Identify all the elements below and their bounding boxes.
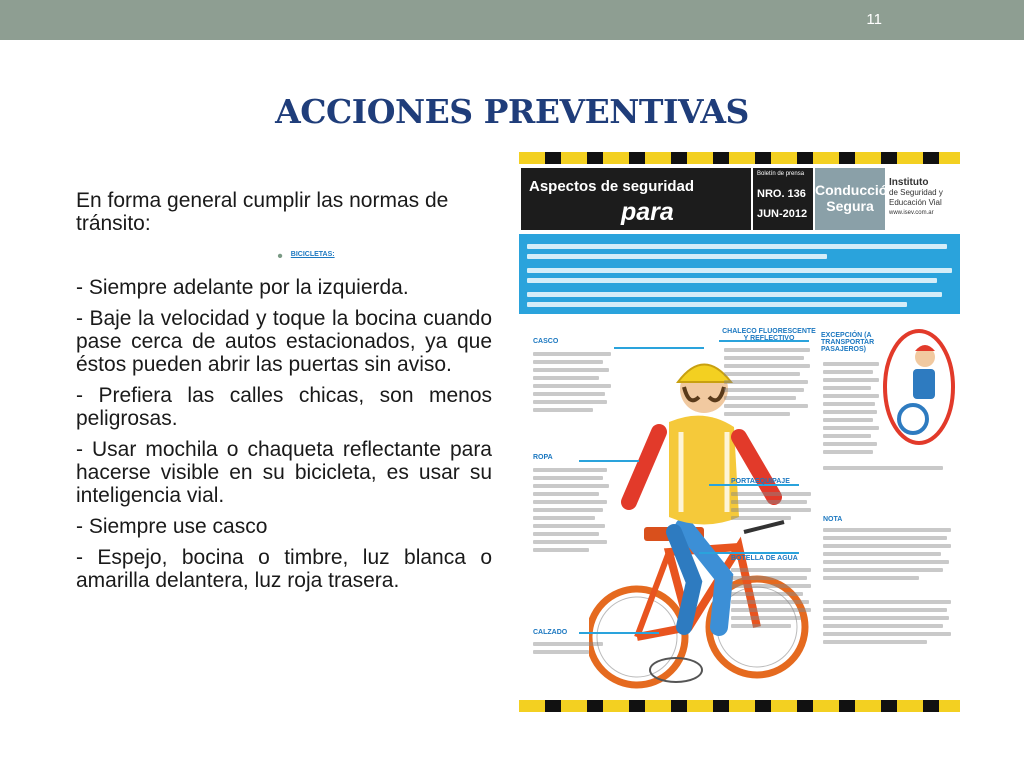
text-line	[533, 376, 599, 380]
label-casco: CASCO	[533, 338, 559, 345]
text-line	[533, 540, 607, 544]
text-line	[823, 434, 871, 438]
text-line	[533, 650, 589, 654]
text-line	[823, 560, 949, 564]
top-bar	[0, 0, 1024, 40]
list-item: - Siempre use casco	[76, 515, 268, 538]
text-line	[823, 632, 951, 636]
bullet-label: BICICLETAS:	[290, 251, 335, 258]
text-line	[533, 484, 609, 488]
text-line	[724, 404, 808, 408]
bulletin-date: JUN-2012	[757, 208, 808, 220]
child-seat-illustration	[883, 327, 955, 457]
bulletin-box	[753, 168, 813, 230]
text-line	[527, 244, 947, 249]
text-line	[533, 384, 611, 388]
bottom-stripe	[519, 700, 960, 712]
slide-number: 11	[866, 11, 882, 28]
list-item: - Usar mochila o chaqueta reflectante para hacerse visible en su bicicleta, es usar su inteligencia vial.	[76, 438, 492, 507]
text-line	[823, 528, 951, 532]
label-ropa: ROPA	[533, 454, 553, 461]
text-line	[533, 360, 603, 364]
infographic-title-2: para	[621, 198, 674, 226]
slide-title: ACCIONES PREVENTIVAS	[275, 92, 749, 131]
text-line	[731, 568, 811, 572]
label-botella: BOTELLA DE AGUA	[731, 555, 798, 562]
text-line	[533, 524, 605, 528]
list-item: - Espejo, bocina o timbre, luz blanca o amarilla delantera, luz roja trasera.	[76, 546, 492, 592]
text-line	[823, 418, 873, 422]
text-line	[533, 508, 603, 512]
text-line	[731, 492, 811, 496]
text-line	[823, 624, 943, 628]
bulletin-label: Boletín de prensa	[757, 171, 805, 177]
safety-infographic	[519, 152, 960, 712]
campaign-box	[815, 168, 896, 230]
callout-line	[579, 632, 659, 634]
campaign-text: Conducción Segura	[815, 182, 896, 214]
text-line	[823, 442, 877, 446]
text-line	[533, 548, 589, 552]
text-line	[533, 476, 603, 480]
text-line	[724, 348, 810, 352]
intro-text: En forma general cumplir las normas de tránsito:	[76, 189, 449, 235]
text-line	[823, 450, 873, 454]
text-line	[731, 516, 791, 520]
text-line	[533, 408, 593, 412]
text-line	[823, 426, 879, 430]
text-line	[731, 624, 791, 628]
institute-name: Instituto	[889, 177, 929, 188]
text-line	[731, 600, 809, 604]
text-line	[731, 500, 807, 504]
text-line	[731, 584, 811, 588]
body-text	[76, 189, 492, 600]
text-line	[527, 302, 907, 307]
text-line	[823, 402, 875, 406]
text-line	[823, 608, 947, 612]
text-line	[823, 370, 873, 374]
callout-line	[614, 347, 704, 349]
text-line	[731, 608, 811, 612]
text-line	[533, 468, 607, 472]
text-line	[823, 362, 879, 366]
text-line	[724, 396, 796, 400]
text-line	[527, 278, 937, 283]
bullet-dot-icon: •	[277, 248, 283, 265]
text-line	[823, 600, 951, 604]
text-line	[823, 394, 879, 398]
child-seat	[913, 369, 935, 399]
text-line	[823, 466, 943, 470]
label-nota: NOTA	[823, 516, 843, 523]
text-line	[724, 364, 810, 368]
label-calzado: CALZADO	[533, 629, 568, 636]
bullet-bicicletas	[76, 243, 492, 268]
text-line	[527, 268, 952, 273]
text-line	[533, 516, 595, 520]
text-line	[823, 552, 941, 556]
text-line	[823, 378, 879, 382]
rider-arm-right	[739, 437, 774, 497]
list-item: - Siempre adelante por la izquierda.	[76, 276, 409, 299]
text-line	[533, 642, 603, 646]
institute-subtitle: de Seguridad y Educación Vial	[889, 188, 943, 207]
text-line	[731, 508, 811, 512]
text-line	[533, 532, 599, 536]
text-line	[823, 640, 927, 644]
bulletin-number: NRO. 136	[757, 188, 806, 200]
text-line	[527, 292, 942, 297]
text-line	[724, 356, 804, 360]
text-line	[731, 576, 807, 580]
list-item: - Prefiera las calles chicas, son menos peligrosas.	[76, 384, 492, 430]
text-line	[724, 372, 800, 376]
isev-logo	[649, 657, 703, 683]
callout-line	[579, 460, 639, 462]
text-line	[724, 388, 804, 392]
label-chaleco: CHALECO FLUORESCENTE Y REFLECTIVO	[722, 328, 816, 342]
text-line	[527, 254, 827, 259]
handlebar	[744, 522, 784, 532]
text-line	[724, 412, 790, 416]
text-line	[823, 568, 943, 572]
rider-arm-left	[629, 432, 659, 502]
text-line	[731, 592, 803, 596]
text-line	[533, 492, 599, 496]
text-line	[823, 386, 871, 390]
text-line	[823, 536, 947, 540]
infographic-header	[519, 164, 960, 234]
text-line	[533, 352, 611, 356]
text-line	[533, 400, 607, 404]
text-line	[823, 616, 949, 620]
infographic-title-1: Aspectos de seguridad	[529, 178, 695, 195]
text-line	[823, 576, 919, 580]
text-line	[724, 380, 808, 384]
text-line	[823, 410, 877, 414]
text-line	[533, 392, 605, 396]
institute-logo	[889, 178, 959, 218]
header-title-panel	[521, 168, 751, 230]
text-line	[533, 368, 609, 372]
label-portaequipaje: PORTAEQUIPAJE	[731, 478, 790, 485]
top-stripe	[519, 152, 960, 164]
institute-url: www.isev.com.ar	[889, 210, 934, 216]
label-excepcion: EXCEPCIÓN (A TRANSPORTAR PASAJEROS)	[821, 332, 875, 353]
callout-line	[699, 552, 799, 554]
intro-panel	[519, 234, 960, 314]
list-item: - Baje la velocidad y toque la bocina cuando pase cerca de autos estacionados, ya que éstos pueden abrir las puertas sin aviso.	[76, 307, 492, 376]
text-line	[533, 500, 607, 504]
text-line	[823, 544, 951, 548]
text-line	[731, 616, 801, 620]
